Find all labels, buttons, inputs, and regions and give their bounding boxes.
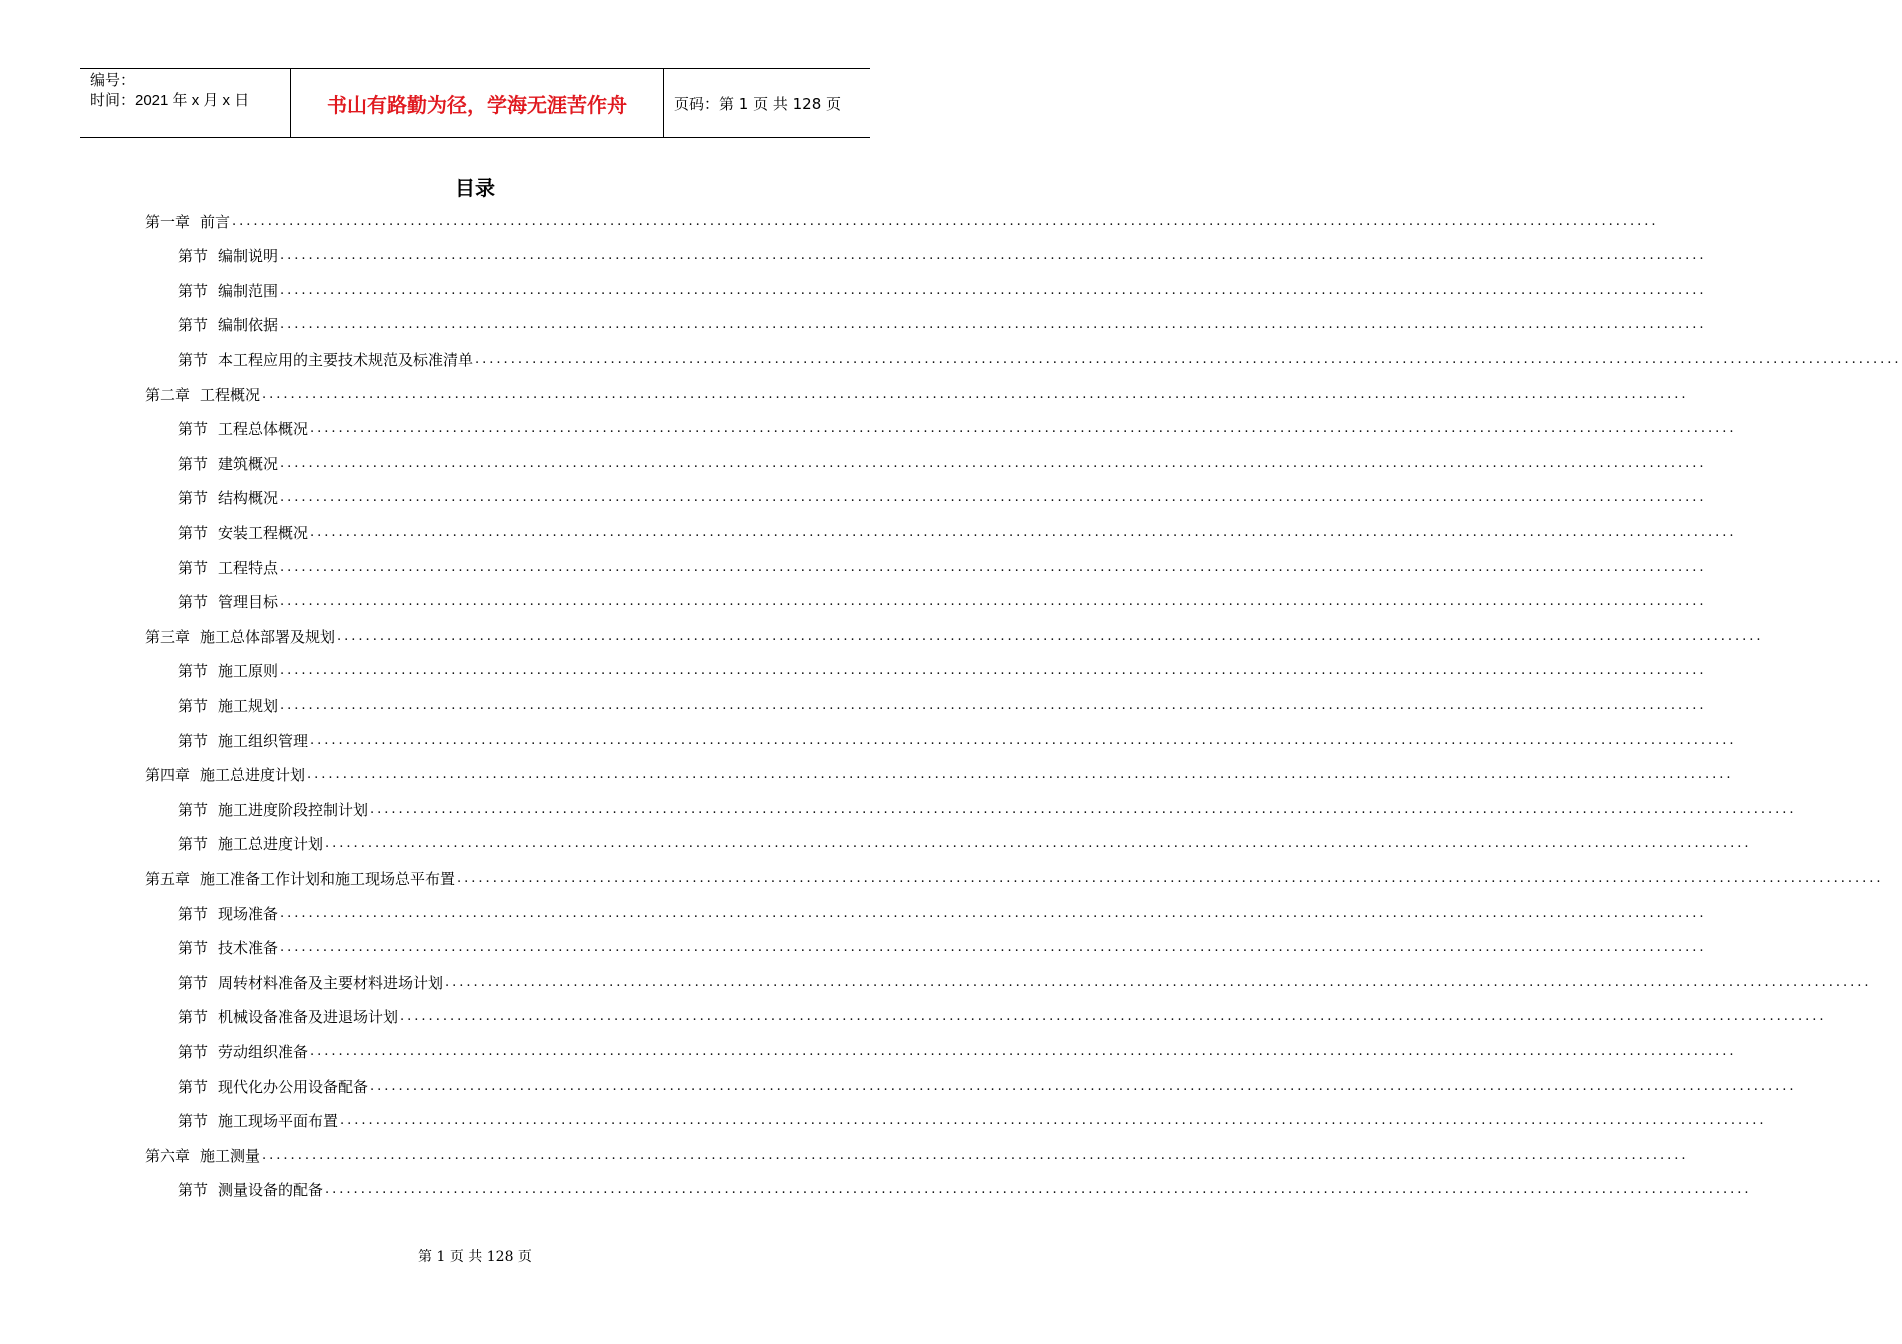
toc-entry-label bbox=[178, 314, 278, 335]
toc-entry-prefix: 第四章 bbox=[145, 766, 191, 785]
toc-dot-leader: ........................................................................................................................................................................................................ bbox=[457, 870, 1884, 886]
toc-dot-leader: ........................................................................................................................................................................................................ bbox=[232, 213, 1659, 229]
toc-entry-text: 施工组织管理 bbox=[218, 731, 309, 750]
toc-entry-prefix: 第五章 bbox=[145, 869, 191, 888]
toc-entry-label bbox=[178, 245, 278, 266]
toc-section-entry[interactable] bbox=[178, 343, 1902, 375]
toc-entry-text: 工程特点 bbox=[218, 558, 279, 577]
toc-dot-leader: ........................................................................................................................................................................................................ bbox=[370, 801, 1797, 817]
toc-section-entry[interactable] bbox=[178, 1105, 1767, 1137]
toc-entry-label bbox=[178, 557, 278, 578]
toc-dot-leader: ........................................................................................................................................................................................................ bbox=[337, 628, 1764, 644]
toc-entry-label bbox=[178, 1179, 323, 1200]
toc-dot-leader: ........................................................................................................................................................................................................ bbox=[310, 524, 1737, 540]
toc-entry-text: 工程总体概况 bbox=[218, 420, 309, 439]
toc-section-entry[interactable] bbox=[178, 724, 1737, 756]
toc-entry-text: 技术准备 bbox=[218, 939, 279, 958]
toc-entry-text: 施工原则 bbox=[218, 662, 279, 681]
toc-entry-text: 施工测量 bbox=[200, 1146, 261, 1165]
toc-entry-text: 施工总进度计划 bbox=[218, 835, 324, 854]
toc-section-entry[interactable] bbox=[178, 1035, 1737, 1067]
toc-section-entry[interactable] bbox=[178, 240, 1707, 272]
toc-entry-label bbox=[178, 799, 368, 820]
toc-dot-leader: ........................................................................................................................................................................................................ bbox=[445, 974, 1872, 990]
toc-title: 目录 bbox=[455, 176, 495, 200]
toc-chapter-entry[interactable] bbox=[145, 759, 1734, 791]
toc-entry-label bbox=[178, 937, 278, 958]
toc-entry-prefix: 第节 bbox=[178, 1112, 209, 1131]
toc-section-entry[interactable] bbox=[178, 793, 1797, 825]
toc-dot-leader: ........................................................................................................................................................................................................ bbox=[262, 386, 1689, 402]
toc-section-entry[interactable] bbox=[178, 1174, 1752, 1206]
toc-dot-leader: ........................................................................................................................................................................................................ bbox=[370, 1078, 1797, 1094]
toc-entry-prefix: 第节 bbox=[178, 800, 209, 819]
toc-dot-leader: ........................................................................................................................................................................................................ bbox=[262, 1147, 1689, 1163]
toc-section-entry[interactable] bbox=[178, 586, 1707, 618]
toc-entry-text: 周转材料准备及主要材料进场计划 bbox=[218, 973, 444, 992]
toc-entry-label bbox=[178, 903, 278, 924]
toc-entry-text: 施工规划 bbox=[218, 696, 279, 715]
toc-section-entry[interactable] bbox=[178, 413, 1737, 445]
toc-entry-label bbox=[145, 626, 335, 647]
toc-section-entry[interactable] bbox=[178, 1070, 1797, 1102]
toc-dot-leader: ........................................................................................................................................................................................................ bbox=[325, 836, 1752, 852]
toc-dot-leader: ........................................................................................................................................................................................................ bbox=[280, 663, 1707, 679]
toc-entry-text: 编制依据 bbox=[218, 316, 279, 335]
toc-chapter-entry[interactable] bbox=[145, 620, 1764, 652]
toc-entry-text: 劳动组织准备 bbox=[218, 1042, 309, 1061]
toc-entry-prefix: 第节 bbox=[178, 593, 209, 612]
toc-dot-leader: ........................................................................................................................................................................................................ bbox=[280, 455, 1707, 471]
toc-chapter-entry[interactable] bbox=[145, 862, 1884, 894]
toc-entry-prefix: 第节 bbox=[178, 489, 209, 508]
page-footer: 第 1 页 共 128 页 bbox=[418, 1249, 532, 1265]
toc-entry-prefix: 第节 bbox=[178, 454, 209, 473]
toc-dot-leader: ........................................................................................................................................................................................................ bbox=[280, 594, 1707, 610]
toc-entry-prefix: 第二章 bbox=[145, 385, 191, 404]
toc-section-entry[interactable] bbox=[178, 482, 1707, 514]
toc-entry-label bbox=[145, 1145, 260, 1166]
toc-entry-prefix: 第节 bbox=[178, 350, 209, 369]
toc-dot-leader: ........................................................................................................................................................................................................ bbox=[310, 1043, 1737, 1059]
toc-section-entry[interactable] bbox=[178, 655, 1707, 687]
toc-dot-leader: ........................................................................................................................................................................................................ bbox=[325, 1182, 1752, 1198]
toc-entry-prefix: 第六章 bbox=[145, 1146, 191, 1165]
toc-entry-prefix: 第一章 bbox=[145, 212, 191, 231]
toc-entry-label bbox=[178, 1041, 308, 1062]
toc-section-entry[interactable] bbox=[178, 828, 1752, 860]
toc-entry-text: 施工准备工作计划和施工现场总平布置 bbox=[200, 869, 456, 888]
toc-entry-text: 本工程应用的主要技术规范及标准清单 bbox=[218, 350, 474, 369]
toc-entry-text: 管理目标 bbox=[218, 593, 279, 612]
page-header bbox=[80, 68, 870, 138]
toc-dot-leader: ........................................................................................................................................................................................................ bbox=[280, 697, 1707, 713]
toc-dot-leader: ........................................................................................................................................................................................................ bbox=[280, 248, 1707, 264]
toc-entry-text: 工程概况 bbox=[200, 385, 261, 404]
toc-entry-label bbox=[178, 522, 308, 543]
toc-section-entry[interactable] bbox=[178, 966, 1872, 998]
toc-entry-label bbox=[178, 660, 278, 681]
toc-entry-label bbox=[178, 280, 278, 301]
toc-dot-leader: ........................................................................................................................................................................................................ bbox=[475, 351, 1902, 367]
toc-section-entry[interactable] bbox=[178, 1001, 1827, 1033]
toc-section-entry[interactable] bbox=[178, 447, 1707, 479]
toc-dot-leader: ........................................................................................................................................................................................................ bbox=[280, 317, 1707, 333]
toc-entry-prefix: 第节 bbox=[178, 1042, 209, 1061]
toc-entry-label bbox=[145, 211, 230, 232]
toc-entry-prefix: 第节 bbox=[178, 1008, 209, 1027]
toc-entry-prefix: 第节 bbox=[178, 696, 209, 715]
toc-entry-label bbox=[178, 487, 278, 508]
toc-entry-text: 现代化办公用设备配备 bbox=[218, 1077, 369, 1096]
toc-entry-label bbox=[178, 418, 308, 439]
toc-section-entry[interactable] bbox=[178, 516, 1737, 548]
toc-entry-text: 结构概况 bbox=[218, 489, 279, 508]
toc-chapter-entry[interactable] bbox=[145, 1139, 1689, 1171]
toc-entry-label bbox=[145, 764, 305, 785]
toc-entry-text: 编制说明 bbox=[218, 247, 279, 266]
toc-dot-leader: ........................................................................................................................................................................................................ bbox=[310, 732, 1737, 748]
toc-section-entry[interactable] bbox=[178, 274, 1707, 306]
toc-entry-label bbox=[178, 591, 278, 612]
toc-entry-label bbox=[178, 730, 308, 751]
toc-entry-prefix: 第节 bbox=[178, 731, 209, 750]
toc-entry-prefix: 第三章 bbox=[145, 627, 191, 646]
header-page-info: 页码：第 1 页 共 128 页 bbox=[674, 94, 842, 113]
toc-dot-leader: ........................................................................................................................................................................................................ bbox=[310, 421, 1737, 437]
toc-dot-leader: ........................................................................................................................................................................................................ bbox=[280, 282, 1707, 298]
toc-entry-text: 前言 bbox=[200, 212, 231, 231]
document-date-label: 时间：2021 年 x 月 x 日 bbox=[90, 92, 250, 109]
toc-entry-text: 机械设备准备及进退场计划 bbox=[218, 1008, 399, 1027]
toc-dot-leader: ........................................................................................................................................................................................................ bbox=[340, 1113, 1767, 1129]
toc-entry-label bbox=[145, 384, 260, 405]
header-meta bbox=[80, 69, 291, 137]
toc-entry-text: 编制范围 bbox=[218, 281, 279, 300]
toc-entry-prefix: 第节 bbox=[178, 1077, 209, 1096]
toc-entry-prefix: 第节 bbox=[178, 662, 209, 681]
toc-entry-prefix: 第节 bbox=[178, 420, 209, 439]
toc-dot-leader: ........................................................................................................................................................................................................ bbox=[280, 490, 1707, 506]
toc-dot-leader: ........................................................................................................................................................................................................ bbox=[400, 1009, 1827, 1025]
toc-entry-label bbox=[178, 349, 473, 370]
toc-entry-text: 施工进度阶段控制计划 bbox=[218, 800, 369, 819]
toc-entry-label bbox=[145, 868, 455, 889]
toc-chapter-entry[interactable] bbox=[145, 378, 1689, 410]
toc-entry-prefix: 第节 bbox=[178, 523, 209, 542]
toc-entry-label bbox=[178, 695, 278, 716]
toc-entry-text: 建筑概况 bbox=[218, 454, 279, 473]
toc-entry-label bbox=[178, 453, 278, 474]
toc-entry-text: 现场准备 bbox=[218, 904, 279, 923]
toc-entry-text: 安装工程概况 bbox=[218, 523, 309, 542]
toc-entry-prefix: 第节 bbox=[178, 247, 209, 266]
toc-entry-label bbox=[178, 1006, 398, 1027]
toc-section-entry[interactable] bbox=[178, 897, 1707, 929]
toc-entry-prefix: 第节 bbox=[178, 904, 209, 923]
document-number-label: 编号： bbox=[90, 72, 136, 89]
toc-section-entry[interactable] bbox=[178, 309, 1707, 341]
toc-dot-leader: ........................................................................................................................................................................................................ bbox=[307, 767, 1734, 783]
toc-entry-prefix: 第节 bbox=[178, 316, 209, 335]
toc-entry-prefix: 第节 bbox=[178, 558, 209, 577]
toc-entry-prefix: 第节 bbox=[178, 939, 209, 958]
toc-entry-text: 施工总体部署及规划 bbox=[200, 627, 336, 646]
toc-entry-label bbox=[178, 833, 323, 854]
toc-section-entry[interactable] bbox=[178, 932, 1707, 964]
toc-section-entry[interactable] bbox=[178, 551, 1707, 583]
toc-entry-text: 施工总进度计划 bbox=[200, 766, 306, 785]
toc-entry-label bbox=[178, 972, 443, 993]
toc-entry-label bbox=[178, 1076, 368, 1097]
toc-entry-prefix: 第节 bbox=[178, 281, 209, 300]
toc-entry-prefix: 第节 bbox=[178, 835, 209, 854]
toc-dot-leader: ........................................................................................................................................................................................................ bbox=[280, 940, 1707, 956]
toc-entry-prefix: 第节 bbox=[178, 973, 209, 992]
toc-entry-prefix: 第节 bbox=[178, 1181, 209, 1200]
header-motto: 书山有路勤为径，学海无涯苦作舟 bbox=[291, 69, 664, 137]
toc-entry-label bbox=[178, 1110, 338, 1131]
toc-dot-leader: ........................................................................................................................................................................................................ bbox=[280, 559, 1707, 575]
toc-dot-leader: ........................................................................................................................................................................................................ bbox=[280, 905, 1707, 921]
toc-section-entry[interactable] bbox=[178, 689, 1707, 721]
toc-entry-text: 测量设备的配备 bbox=[218, 1181, 324, 1200]
toc-entry-text: 施工现场平面布置 bbox=[218, 1112, 339, 1131]
toc-chapter-entry[interactable] bbox=[145, 205, 1659, 237]
